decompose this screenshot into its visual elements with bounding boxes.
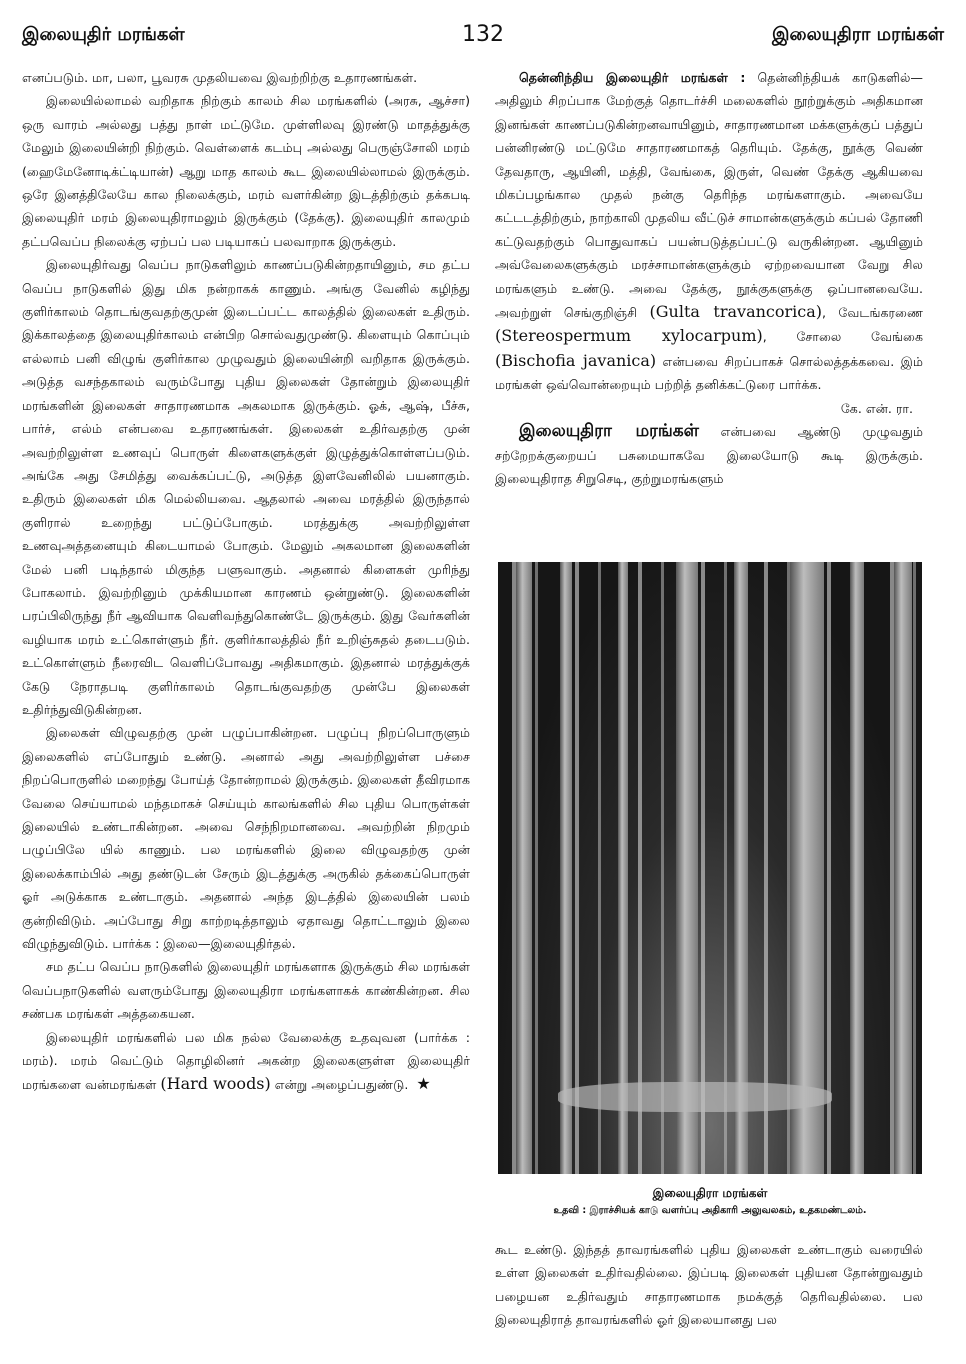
paragraph-text: தென்னிந்தியக் காடுகளில்—அதிலும் சிறப்பாக மேற்குத் தொடர்ச்சி மலைகளில் நூற்றுக்கும் அதிகமான இனங்கள் காணப்படுகின்றனவாயினும், சாதாரணமான மக்களுக்குப் பத்துப் பன்னிரண்டு மட்டுமே சாதாரணமாகத் தெரியும். தேக்கு, நூக்கு வெண் தேவதாரு, ஆயினி, மத்தி, வேங்கை, இருள், வெண் தேக்கு ஆகியவை மிகப்பழங்கால முதல் நன்கு தெரிந்த மரங்களாகும். அவையே கட்டடத்திற்கும், நாற்காலி முதலிய வீட்டுச் சாமான்களுக்கும் கப்பல் தோணி கட்டுவதற்கும் பொதுவாகப் பயன்படுத்தப்பட்டு வருகின்றன. ஆயினும் அவ்வேலைகளுக்கும் மரச்சாமான்களுக்கும் ஏற்றவையான வேறு சில மரங்களும் உண்டு. அவை தேக்கு, நூக்குகளுக்கு ஒப்பானவையே. அவற்றுள் செங்குறிஞ்சி — [495, 70, 923, 321]
paragraph: கூட உண்டு. இந்தத் தாவரங்களில் புதிய இலைகள் உண்டாகும் வரையில் உள்ள இலைகள் உதிர்வதில்லை. இப்படி இலைகள் புதியன தோன்றுவதும் பழையன உதிர்வதும் சாதாரணமாக நமக்குத் தெரிவதில்லை. பல இலையுதிராத் தாவரங்களில் ஓர் இலையானது பல — [495, 1242, 923, 1328]
right-column — [495, 66, 923, 490]
paragraph-text: என்பவை ஆண்டு முழுவதும் சற்றேறக்குறையப் பசுமையாகவே இலையோடு கூடி இருக்கும். இலையுதிராத சிறுசெடி, குற்றுமரங்களும் — [495, 424, 923, 486]
latin-term: (Hard woods) — [160, 1074, 271, 1094]
section-heading: இலையுதிரா மரங்கள் — [519, 421, 700, 442]
paragraph — [495, 420, 923, 490]
running-head-right: இலையுதிரா மரங்கள் — [772, 23, 944, 45]
paragraph — [22, 1026, 470, 1097]
latin-term: (Bischofia javanica) — [495, 350, 657, 370]
section-lead: தென்னிந்திய இலையுதிர் மரங்கள் : — [519, 70, 746, 85]
paragraph-text: , சோலை வேங்கை — [762, 329, 924, 345]
paragraph-text: , வேடங்கரணை — [822, 305, 923, 321]
paragraph-text: இலையுதிர் மரங்களில் பல மிக நல்ல வேலைக்கு உதவுவன (பார்க்க : மரம்). மரம் வெட்டும் தொழிலினர் அகன்ற இலைகளுள்ள இலையுதிர் மரங்களை வன்மரங்கள் — [22, 1029, 470, 1093]
right-column-continued — [495, 1238, 923, 1332]
latin-term: (Gulta travancorica) — [649, 302, 823, 322]
author-initials: கே. என். ரா. — [840, 400, 913, 416]
paragraph: எனப்படும். மா, பலா, பூவரசு முதலியவை இவற்றிற்கு உதாரணங்கள். — [22, 70, 418, 85]
figure-caption: இலையுதிரா மரங்கள் — [652, 1186, 768, 1200]
left-column — [22, 66, 470, 1097]
paragraph: இலைகள் விழுவதற்கு முன் பழுப்பாகின்றன. பழுப்பு நிறப்பொருளும் இலைகளில் எப்போதும் உண்டு. அனால் அது அவற்றிலுள்ள பச்சை நிறப்பொருளில் மறைந்து போய்த் தோன்றாமல் இருக்கும். இலைகள் தீவிரமாக வேலை செய்யாமல் மந்தமாகச் செய்யும் காலங்களில் சில புதிய பொருள்கள் இலையில் உண்டாகின்றன. அவை செந்நிறமானவை. அவற்றின் நிறமும் பழுப்பிலே யில் காணும். பல மரங்களில் இலை விழுவதற்கு முன் இலைக்காம்பில் அது தண்டுடன் சேரும் இடத்துக்கு அருகில் தக்கைப்பொருள் ஓர் அடுக்காக உண்டாகும். அதனால் அந்த இடத்தில் இலையின் பலம் குன்றிவிடும். அப்போது சிறு காற்றடித்தாலும் ஏதாவது தொட்டாலும் இலை விழுந்துவிடும். பார்க்க : இலை—இலையுதிர்தல். — [22, 725, 470, 952]
paragraph — [495, 66, 923, 420]
page-number: 132 — [462, 22, 504, 47]
paragraph: இலையில்லாமல் வறிதாக நிற்கும் காலம் சில மரங்களில் (அரசு, ஆச்சா) ஒரு வாரம் அல்லது பத்து நாள் மட்டுமே. முள்ளிலவு இரண்டு மாதத்துக்கு மேலும் இலையின்றி நிற்கும். வெள்ளைக் கடம்பு அல்லது பெருஞ்சோலி மரம் (ஹைமேனோடிக்ட்டியான்) ஆறு மாத காலம் கூட இலையில்லாமல் இருக்கும். ஒரே இனத்திலேயே கால நிலைக்கும், மரம் வளர்கின்ற இடத்திற்கும் தக்கபடி இலையுதிர் மரம் இலையுதிராமலும் இருக்கும் (தேக்கு). இலையுதிர் காலமும் தட்பவெப்ப நிலைக்கு ஏற்பப் பல படியாகப் பலவாறாக இருக்கும். — [22, 93, 470, 249]
paragraph: இலையுதிர்வது வெப்ப நாடுகளிலும் காணப்படுகின்றதாயினும், சம தட்ப வெப்ப நாடுகளில் இது மிக நன்றாகக் காணும். அங்கு வேனில் கழிந்து குளிர்காலம் தொடங்குவதற்குமுன் இடைப்பட்ட காலத்தில் இலைகள் உதிரும். இக்காலத்தை இலையுதிர்காலம் என்பிற சொல்வதுமுண்டு. கிளையும் கொப்பும் எல்லாம் பனி விழுங் குளிர்கால முழுவதும் இலையின்றி வறிதாக இருக்கும். அடுத்த வசந்தகாலம் வரும்போது புதிய இலைகள் தோன்றும் இலையுதிர் மரங்களின் இலைகள் சாதாரணமாக அகலமாக இருக்கும். ஓக், ஆஷ், பீச்சு, பார்ச், எல்ம் என்பவை உதாரணங்கள். இலைகள் உதிர்வதற்கு முன் அவற்றிலுள்ள உணவுப் பொருள் கிளைகளுக்குள் இழுத்துக்கொள்ளப்படும். அங்கே அது சேமித்து வைக்கப்பட்டு, அடுத்த இளவேனிலில் பயனாகும். உதிரும் இலைகள் மிக மெல்லியவை. ஆதலால் அவை மரத்தில் இருந்தால் குளிரால் உறைந்து பட்டுப்போகும். மரத்துக்கு அவற்றிலுள்ள உணவுஅத்தனையும் கிடையாமல் போகும். மேலும் அகலமான இலைகளின் மேல் பனி படிந்தால் மிகுந்த பளுவாகும். அதனால் கிளைகள் முரிந்து போகலாம். இவற்றினும் முக்கியமான காரணம் ஒன்றுண்டு. இலைகளின் பரப்பிலிருந்து நீர் ஆவியாக வெளிவந்துகொண்டே இருக்கும். இது வேர்களின் வழியாக மரம் உட்கொள்ளும் நீர். குளிர்காலத்தில் நீர் உறிஞ்சுதல் தடைபடும். உட்கொள்ளும் நீரைவிட வெளிப்போவது அதிகமாகும். இதனால் மரத்துக்குக் கேடு நேராதபடி குளிர்காலம் தொடங்குவதற்கு முன்பே இலைகள் உதிர்ந்துவிடுகின்றன. — [22, 257, 470, 717]
forest-photo — [498, 562, 922, 1174]
star-icon: ★ — [416, 1074, 431, 1094]
latin-term: (Stereospermum xylocarpum) — [495, 326, 763, 346]
figure-credit: உதவி : இராச்சியக் காடு வளர்ப்பு அதிகாரி அலுவலகம், உதகமண்டலம். — [553, 1205, 867, 1216]
running-head-left: இலையுதிர் மரங்கள் — [22, 23, 185, 45]
page-header — [22, 18, 944, 52]
paragraph-text: என்பவை சிறப்பாகச் சொல்லத்தக்கவை. இம் மரங்கள் ஒவ்வொன்றையும் பற்றித் தனிக்கட்டுரை பார்க்க. — [495, 353, 923, 393]
paragraph: சம தட்ப வெப்ப நாடுகளில் இலையுதிர் மரங்களாக இருக்கும் சில மரங்கள் வெப்பநாடுகளில் வளரும்போது இலையுதிரா மரங்களாகக் காண்கின்றன. சில சண்பக மரங்கள் அத்தகையன. — [22, 959, 470, 1022]
paragraph-text: என்று அழைப்பதுண்டு. — [270, 1077, 409, 1093]
